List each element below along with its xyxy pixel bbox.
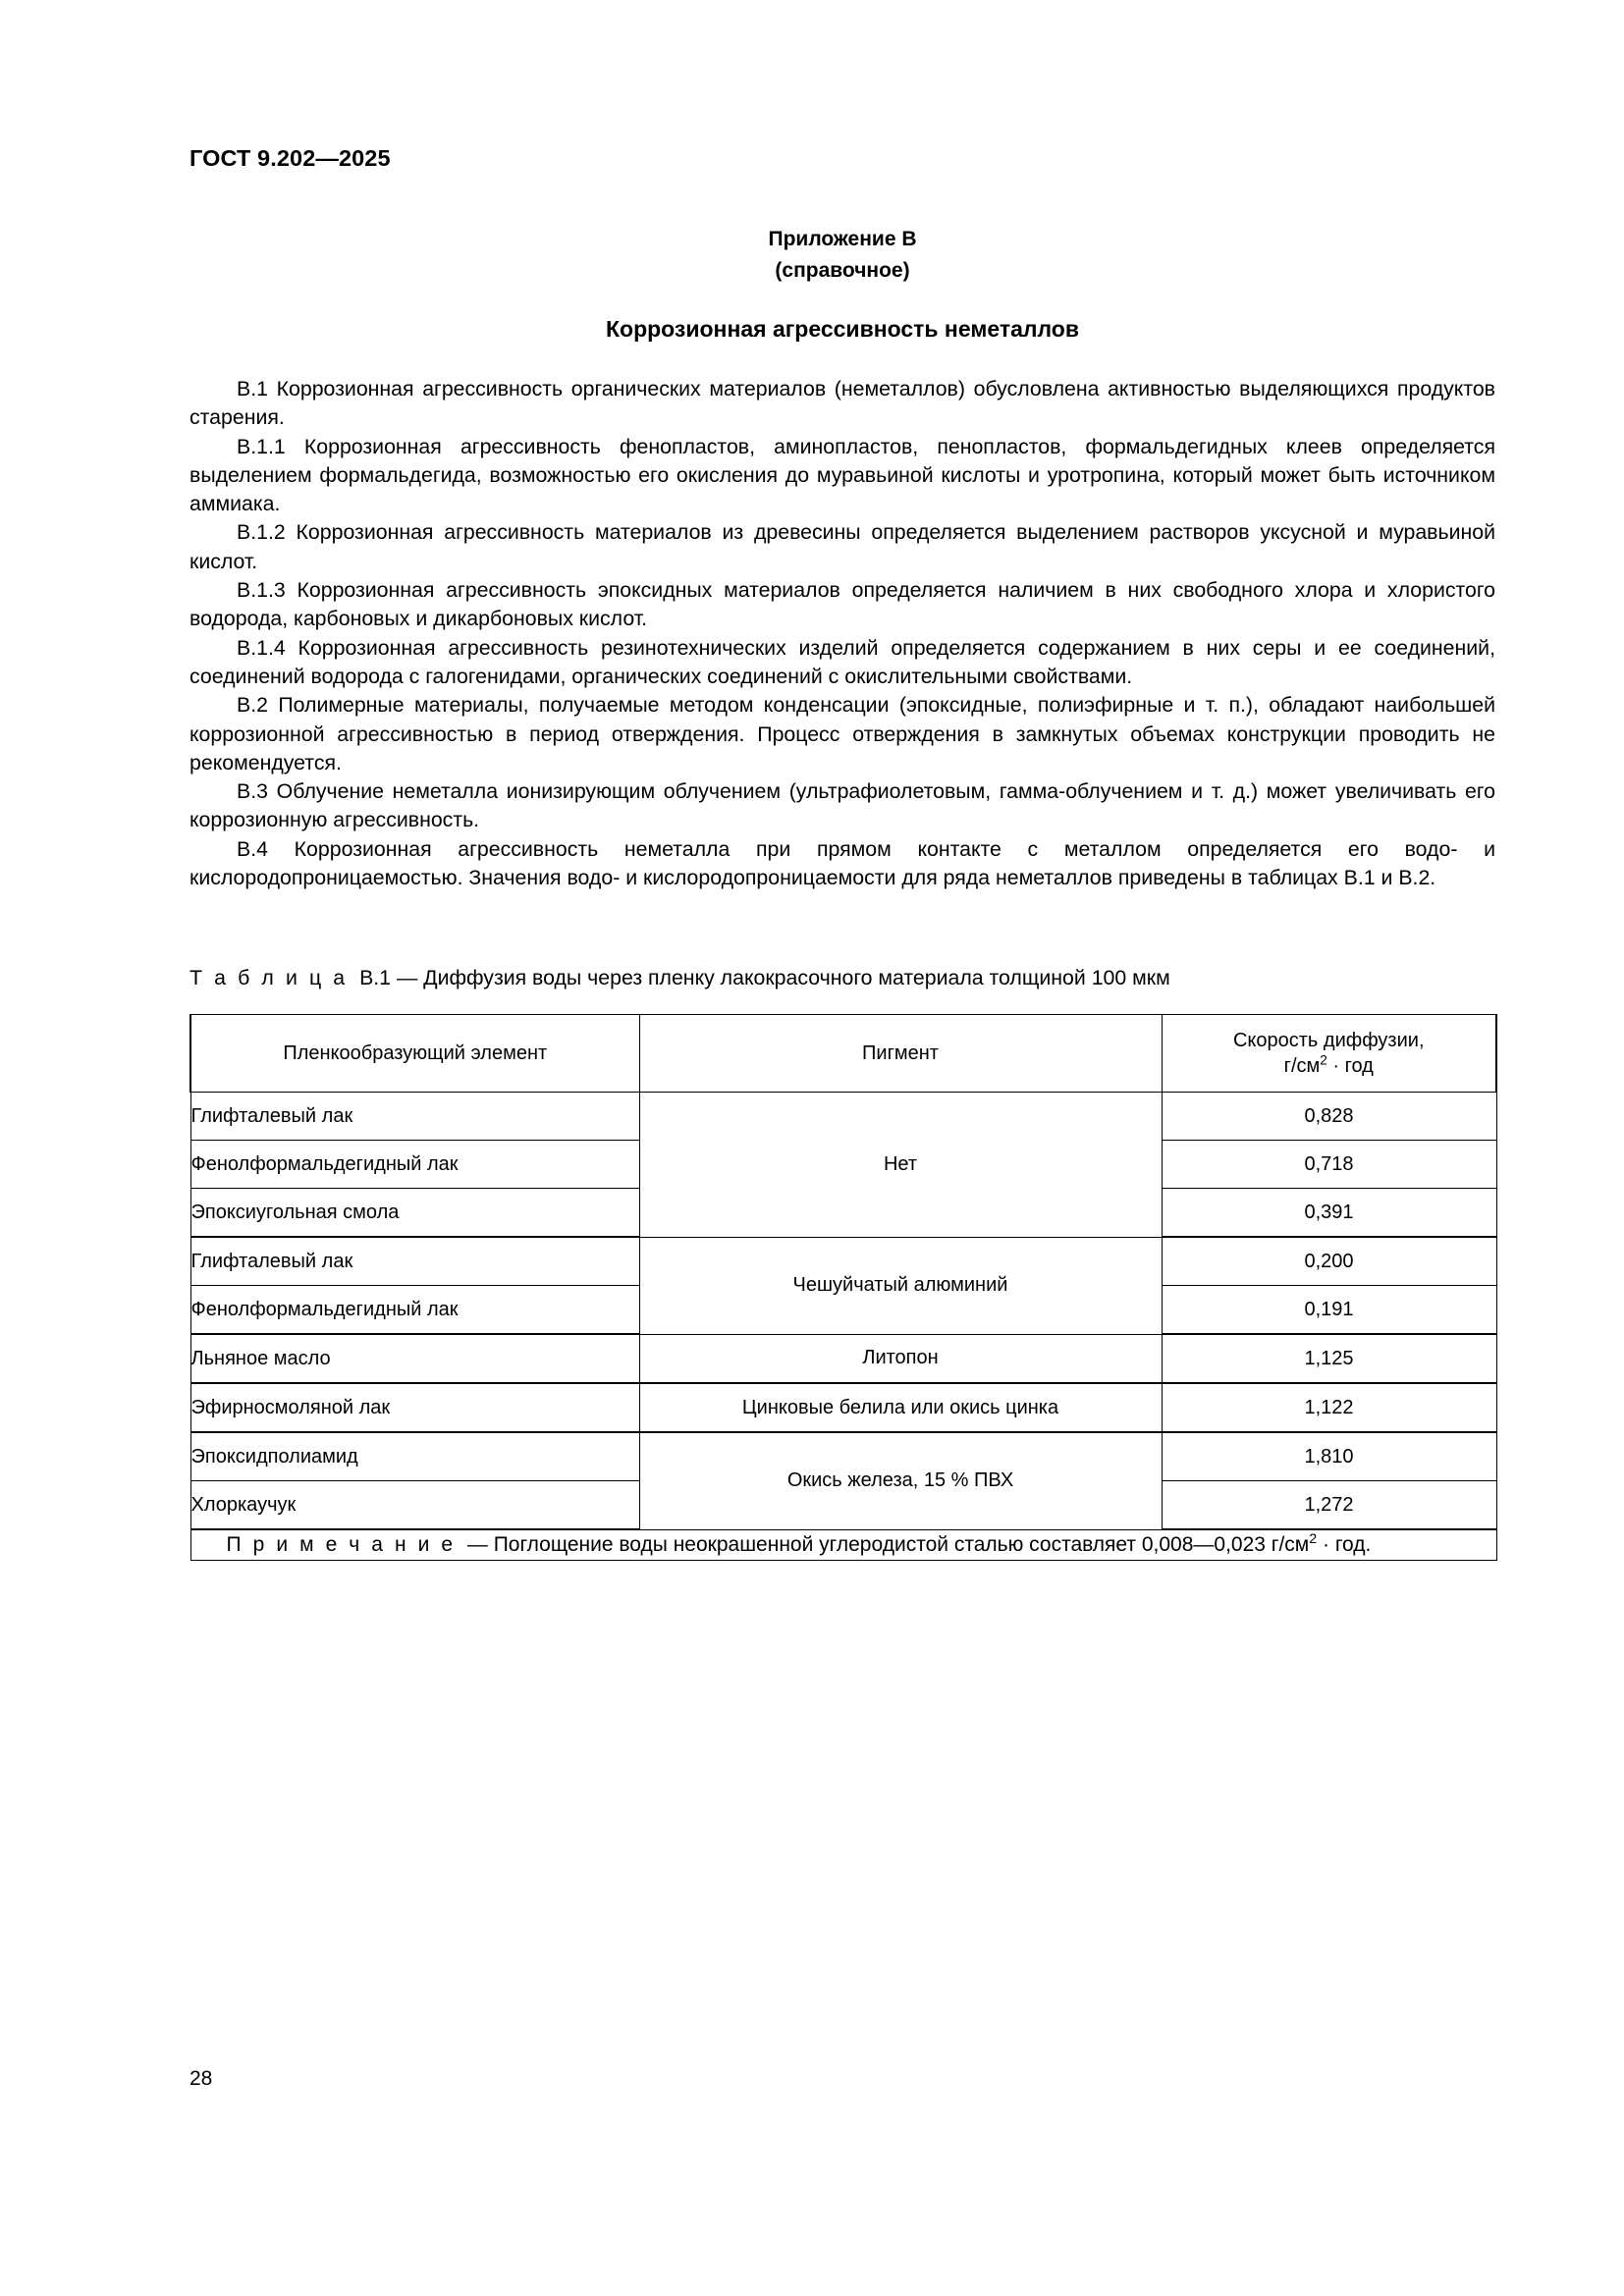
cell-diffusion-rate: 0,828 (1162, 1093, 1496, 1141)
cell-film-element: Эпоксидполиамид (190, 1432, 639, 1481)
column-header-pigment: Пигмент (639, 1015, 1162, 1093)
cell-film-element: Глифталевый лак (190, 1237, 639, 1286)
table-caption-number: В.1 (359, 966, 392, 989)
cell-film-element: Фенолформальдегидный лак (190, 1286, 639, 1335)
table-b1-wrapper (189, 1014, 1495, 1561)
table-row (190, 1334, 1496, 1383)
diffusion-rate-unit-exponent: 2 (1320, 1052, 1327, 1068)
table-row (190, 1432, 1496, 1481)
cell-diffusion-rate: 1,272 (1162, 1481, 1496, 1530)
paragraph-b1-4: В.1.4 Коррозионная агрессивность резинотехнических изделий определяется содержанием в них серы и ее соединений, соединений водорода с галогенидами, органических соединений с окислительными свойствами. (189, 635, 1495, 688)
cell-pigment: Чешуйчатый алюминий (639, 1237, 1162, 1334)
cell-diffusion-rate: 0,391 (1162, 1189, 1496, 1238)
table-header-row (190, 1015, 1496, 1093)
annex-title: Приложение В (768, 228, 917, 250)
cell-diffusion-rate: 0,200 (1162, 1237, 1496, 1286)
table-row (190, 1237, 1496, 1286)
annex-subtitle: (справочное) (775, 259, 910, 282)
cell-diffusion-rate: 1,125 (1162, 1334, 1496, 1383)
paragraph-b1-3: В.1.3 Коррозионная агрессивность эпоксидных материалов определяется наличием в них свободного хлора и хлористого водорода, карбоновых и дикарбоновых кислот. (189, 578, 1495, 631)
paragraph-b1: В.1 Коррозионная агрессивность органических материалов (неметаллов) обусловлена активностью выделяющихся продуктов старения. (189, 377, 1495, 430)
table-note (190, 1529, 1496, 1561)
body-text (189, 375, 1495, 892)
cell-diffusion-rate: 0,718 (1162, 1141, 1496, 1189)
cell-film-element: Фенолформальдегидный лак (190, 1141, 639, 1189)
cell-pigment: Окись железа, 15 % ПВХ (639, 1432, 1162, 1529)
paragraph-b1-1: В.1.1 Коррозионная агрессивность фенопластов, аминопластов, пенопластов, формальдегидных клеев определяется выделением формальдегида, возможностью его окисления до муравьиной кислоты и уротропина, который может быть источником аммиака. (189, 434, 1495, 516)
table-row (190, 1093, 1496, 1141)
paragraph-b4: В.4 Коррозионная агрессивность неметалла при прямом контакте с металлом определяется его водо- и кислородопроницаемостью. Значения водо- и кислородопроницаемости для ряда неметаллов приведены в таблицах В.1 и В.2. (189, 836, 1495, 890)
diffusion-rate-line1: Скорость диффузии, (1232, 1030, 1425, 1051)
paragraph-b1-2: В.1.2 Коррозионная агрессивность материалов из древесины определяется выделением растворов уксусной и муравьиной кислот. (189, 520, 1495, 573)
cell-diffusion-rate: 1,122 (1162, 1383, 1496, 1432)
table-caption-text: Диффузия воды через пленку лакокрасочного материала толщиной 100 мкм (423, 966, 1170, 989)
note-label: П р и м е ч а н и е (226, 1533, 457, 1556)
column-header-diffusion-rate (1162, 1015, 1496, 1093)
table-b1 (189, 1014, 1497, 1561)
page-number: 28 (189, 2067, 213, 2090)
section-title: Коррозионная агрессивность неметаллов (606, 316, 1079, 342)
diffusion-rate-unit-prefix: г/см (1283, 1055, 1321, 1077)
table-caption-dash: — (396, 966, 418, 989)
annex-heading-block (189, 224, 1495, 287)
table-caption (189, 966, 1505, 990)
note-dash: — (466, 1533, 488, 1556)
column-header-film-element: Пленкообразующий элемент (190, 1015, 639, 1093)
diffusion-rate-unit-suffix: · год (1326, 1055, 1374, 1077)
cell-pigment: Цинковые белила или окись цинка (639, 1383, 1162, 1432)
cell-film-element: Эфирносмоляной лак (190, 1383, 639, 1432)
paragraph-b2: В.2 Полимерные материалы, получаемые методом конденсации (эпоксидные, полиэфирные и т. п.), обладают наибольшей коррозионной агрессивностью в период отверждения. Процесс отверждения в замкнутых объемах конструкции проводить не рекомендуется. (189, 693, 1495, 774)
cell-pigment: Нет (639, 1093, 1162, 1238)
table-row (190, 1383, 1496, 1432)
cell-pigment: Литопон (639, 1334, 1162, 1383)
cell-diffusion-rate: 0,191 (1162, 1286, 1496, 1335)
note-text-before: Поглощение воды неокрашенной углеродистой сталью составляет 0,008—0,023 г/см (493, 1533, 1310, 1556)
running-header: ГОСТ 9.202—2025 (189, 145, 391, 171)
note-exponent: 2 (1309, 1531, 1318, 1547)
paragraph-b3: В.3 Облучение неметалла ионизирующим облучением (ультрафиолетовым, гамма-облучением и т. д.) может увеличивать его коррозионную агрессивность. (189, 779, 1495, 832)
cell-film-element: Глифталевый лак (190, 1093, 639, 1141)
cell-diffusion-rate: 1,810 (1162, 1432, 1496, 1481)
cell-film-element: Льняное масло (190, 1334, 639, 1383)
cell-film-element: Эпоксиугольная смола (190, 1189, 639, 1238)
table-note-row (190, 1529, 1496, 1561)
cell-film-element: Хлоркаучук (190, 1481, 639, 1530)
note-text-after: · год. (1317, 1533, 1372, 1556)
table-caption-label: Т а б л и ц а (189, 966, 349, 989)
